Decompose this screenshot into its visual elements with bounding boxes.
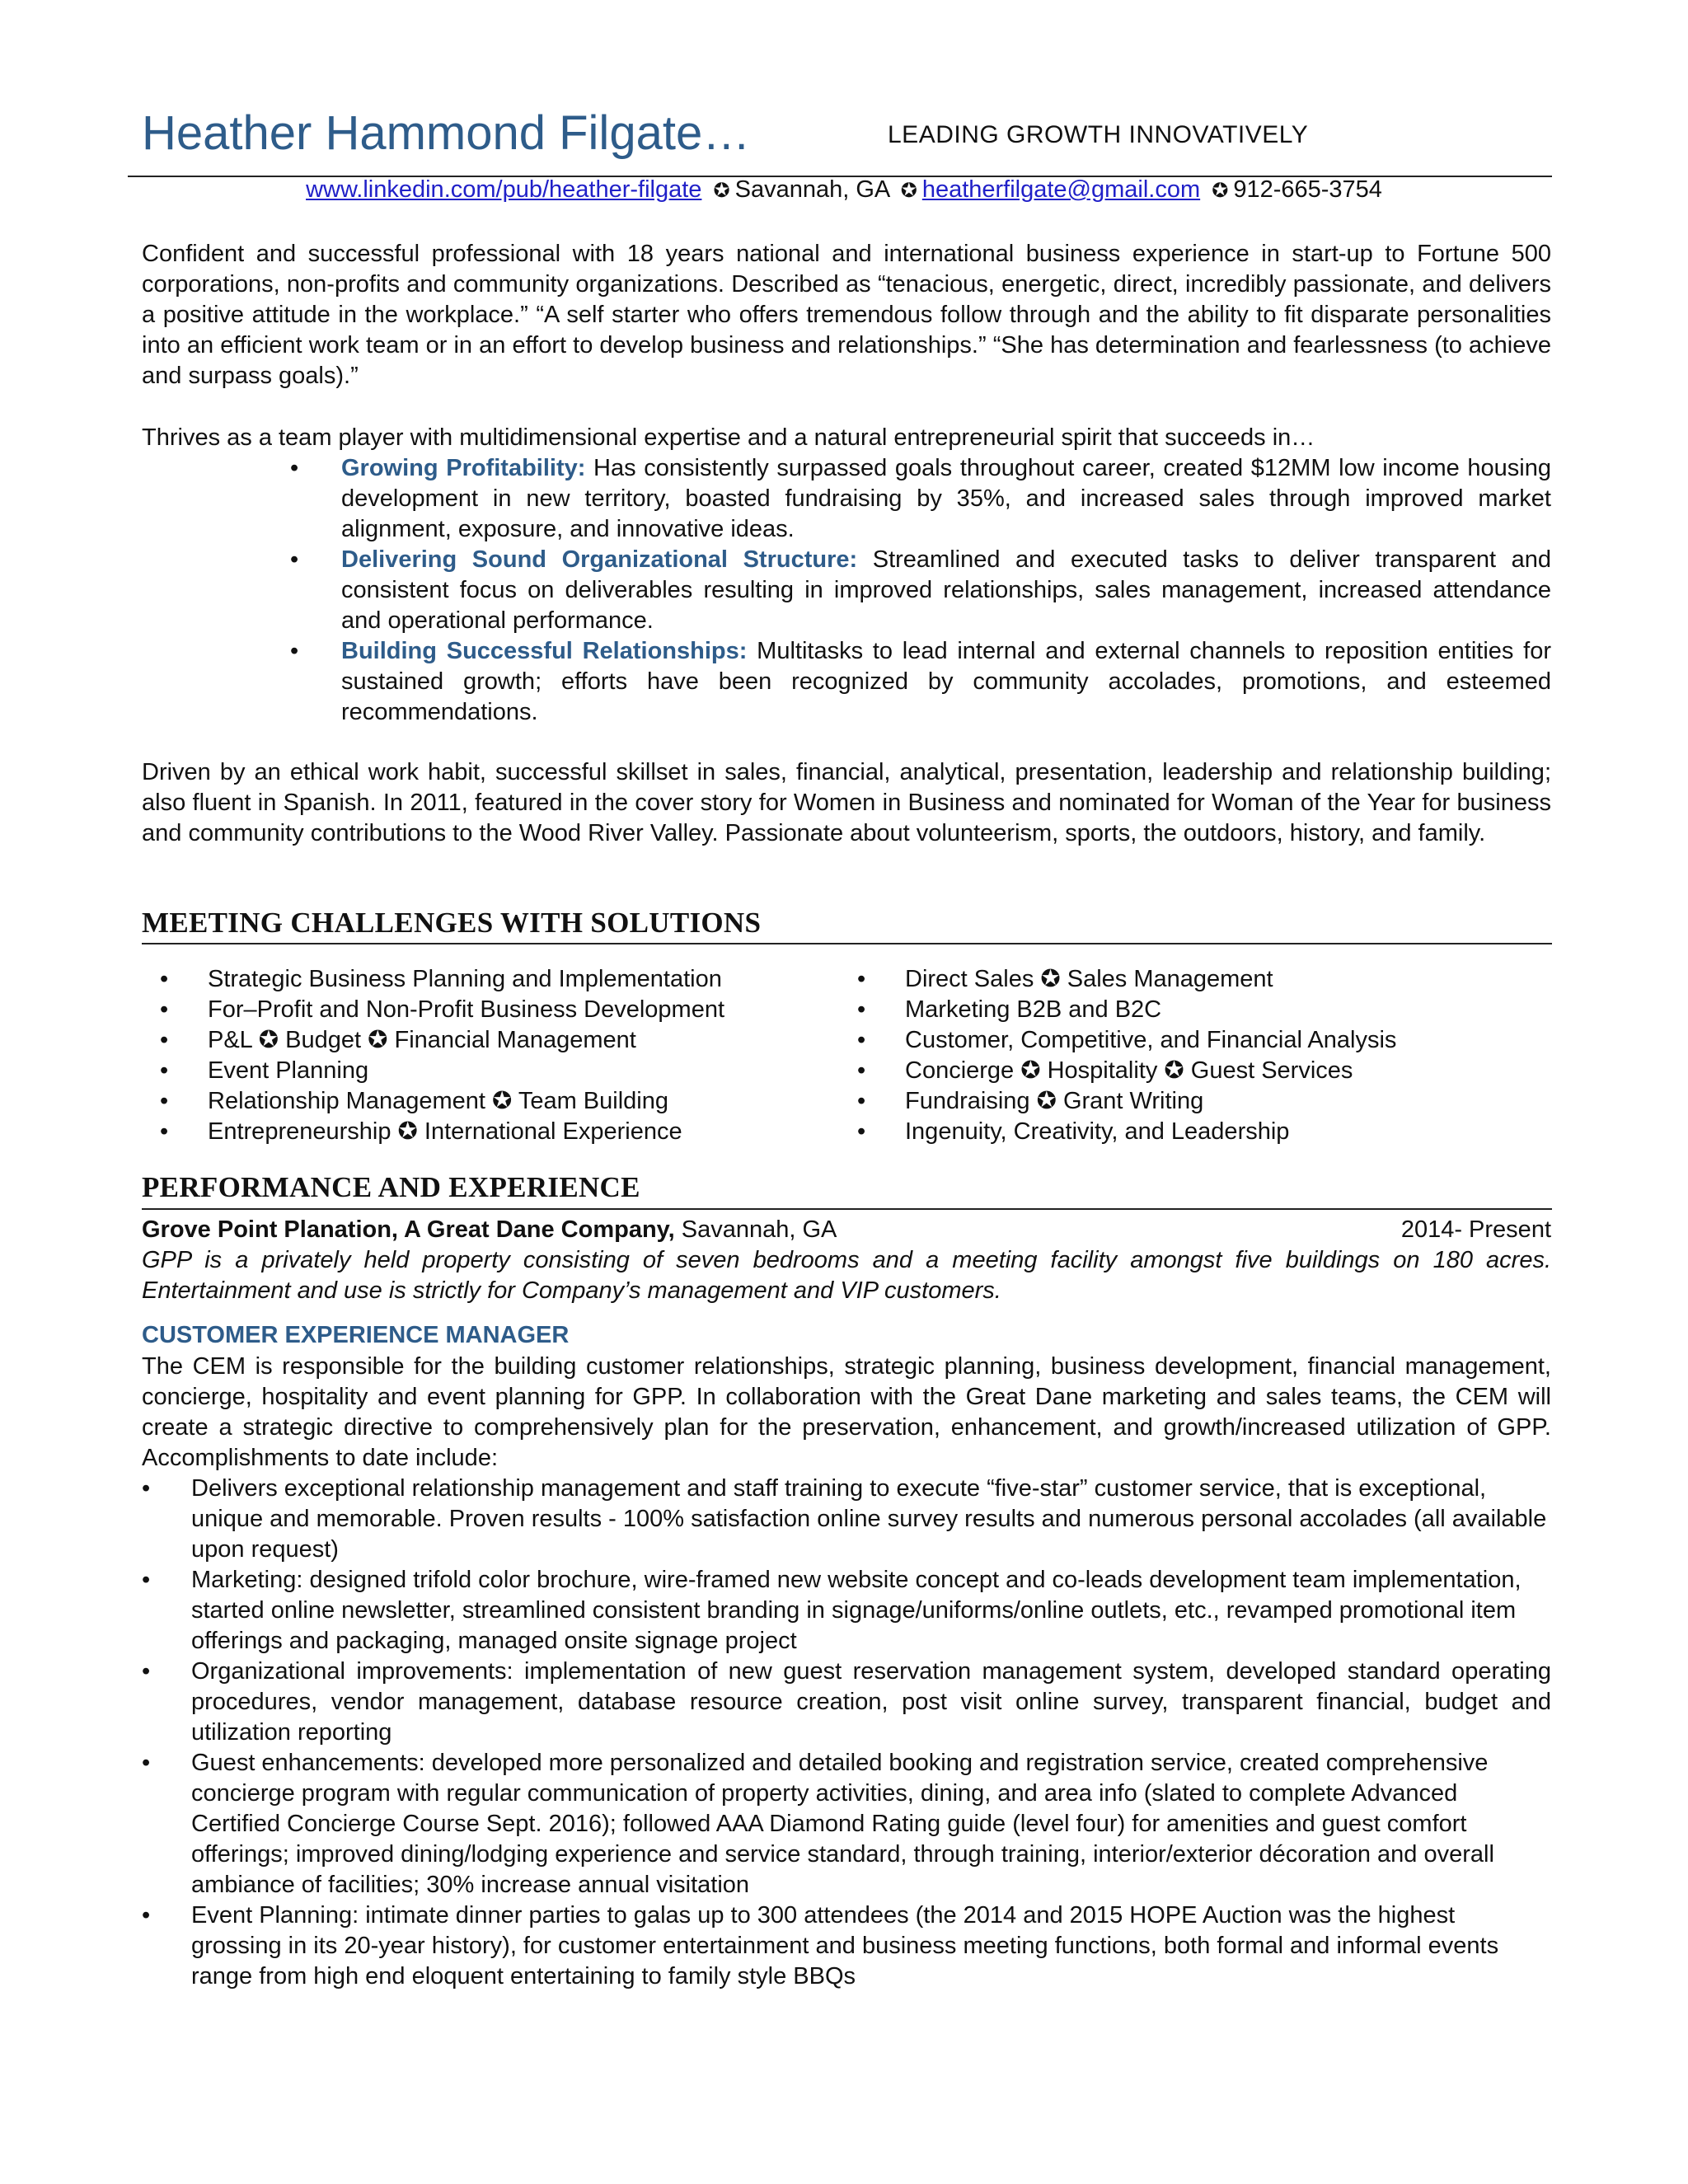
bullet-icon: • bbox=[857, 1057, 866, 1084]
bullet-icon: • bbox=[857, 1088, 866, 1114]
skills-divider bbox=[142, 943, 1552, 944]
accomplishment-item: • Marketing: designed trifold color brochure, wire-framed new website concept and co-leads development team implementation, started online newsletter, streamlined consistent branding in signage/uniforms/online outlets, etc., revamped promotional item offerings and packaging, managed onsite signage project bbox=[142, 1567, 1522, 1654]
skill-item: • Direct Sales ✪ Sales Management bbox=[839, 964, 1396, 995]
accomplishment-item: • Event Planning: intimate dinner parties to galas up to 300 attendees (the 2014 and 2015 HOPE Auction was the highest grossing in its 20-year history), for customer entertainment and business meeting functions, both formal and informal events range from high end eloquent entertaining to family style BBQs bbox=[142, 1902, 1499, 1990]
skill-item: • Event Planning bbox=[142, 1056, 724, 1086]
strength-title: Delivering Sound Organizational Structure: bbox=[341, 546, 858, 573]
strength-item bbox=[142, 453, 1551, 545]
skill-item: • Relationship Management ✪ Team Building bbox=[142, 1086, 724, 1117]
strengths-intro: Thrives as a team player with multidimensional expertise and a natural entrepreneurial spirit that succeeds in… bbox=[142, 424, 1315, 451]
separator-icon: ✪ bbox=[900, 180, 917, 202]
bullet-icon: • bbox=[160, 996, 169, 1023]
separator-icon: ✪ bbox=[1212, 180, 1229, 202]
bullet-icon: • bbox=[857, 1118, 866, 1145]
strengths-list bbox=[142, 453, 1551, 728]
strength-item bbox=[142, 636, 1551, 728]
bullet-icon: • bbox=[142, 1567, 151, 1593]
linkedin-link[interactable]: www.linkedin.com/pub/heather-filgate bbox=[306, 176, 702, 203]
bullet-icon: • bbox=[160, 1118, 169, 1145]
accomplishments-list bbox=[142, 1474, 1551, 1992]
bullet-icon: • bbox=[142, 1475, 151, 1502]
accomplishment-item: • Delivers exceptional relationship management and staff training to execute “five-star” customer service, that is exceptional, unique and memorable. Proven results - 100% satisfaction online survey results and numerous personal accolades (all available upon request) bbox=[142, 1475, 1547, 1563]
skill-item: • Concierge ✪ Hospitality ✪ Guest Services bbox=[839, 1056, 1396, 1086]
resume-header bbox=[142, 101, 1543, 175]
summary-paragraph: Confident and successful professional with 18 years national and international business experience in start-up to Fortune 500 corporations, non-profits and community organizations. Described as “tenacious, energetic, direct, incredibly passionate, and delivers a positive attitude in the workplace.” “A self starter who offers tremendous follow through and the ability to fit disparate personalities into an efficient work team or in an effort to develop business and relationships.” “She has determination and fearlessness (to achieve and surpass goals).” bbox=[142, 241, 1551, 389]
job-header bbox=[142, 1215, 1551, 1245]
accomplishment-item: • Organizational improvements: implementation of new guest reservation management system, developed standard operating procedures, vendor management, database resource creation, post visit online survey, transparent financial, budget and utilization reporting bbox=[142, 1658, 1551, 1746]
strength-title: Building Successful Relationships: bbox=[341, 638, 748, 664]
profile-paragraph: Driven by an ethical work habit, successful skillset in sales, financial, analytical, presentation, leadership and relationship building; also fluent in Spanish. In 2011, featured in the cover story for Women in Business and nominated for Woman of the Year for business and community contributions to the Wood River Valley. Passionate about volunteerism, sports, the outdoors, history, and family. bbox=[142, 759, 1551, 846]
job-title: CUSTOMER EXPERIENCE MANAGER bbox=[142, 1322, 570, 1348]
bullet-icon: • bbox=[290, 546, 299, 573]
bullet-icon: • bbox=[160, 1057, 169, 1084]
skill-item: • Fundraising ✪ Grant Writing bbox=[839, 1086, 1396, 1117]
email-link[interactable]: heatherfilgate@gmail.com bbox=[921, 176, 1201, 203]
bullet-icon: • bbox=[857, 996, 866, 1023]
company-description: GPP is a privately held property consisting of seven bedrooms and a meeting facility amongst five buildings on 180 acres. Entertainment and use is strictly for Company’s management and VIP customers. bbox=[142, 1247, 1551, 1304]
skills-right-column bbox=[839, 964, 1396, 1147]
strength-title: Growing Profitability: bbox=[341, 455, 586, 481]
skill-item: • Ingenuity, Creativity, and Leadership bbox=[839, 1117, 1396, 1147]
skill-item: • P&L ✪ Budget ✪ Financial Management bbox=[142, 1025, 724, 1056]
strength-text: Streamlined and executed tasks to deliver transparent and consistent focus on deliverables resulting in improved relationships, sales management, increased attendance and operational performance. bbox=[341, 546, 1551, 634]
company-name: Grove Point Planation, A Great Dane Company, bbox=[142, 1216, 675, 1243]
skills-heading: MEETING CHALLENGES WITH SOLUTIONS bbox=[142, 907, 762, 939]
skill-item: • Entrepreneurship ✪ International Experience bbox=[142, 1117, 724, 1147]
bullet-icon: • bbox=[290, 455, 299, 481]
tagline: LEADING GROWTH INNOVATIVELY bbox=[888, 121, 1309, 148]
bullet-icon: • bbox=[160, 1088, 169, 1114]
phone: 912-665-3754 bbox=[1233, 176, 1382, 203]
experience-divider bbox=[142, 1208, 1552, 1210]
skill-item: • For–Profit and Non-Profit Business Development bbox=[142, 995, 724, 1025]
bullet-icon: • bbox=[290, 638, 299, 664]
skills-left-column bbox=[142, 964, 724, 1147]
skill-item: • Strategic Business Planning and Implementation bbox=[142, 964, 724, 995]
role-summary: The CEM is responsible for the building customer relationships, strategic planning, business development, financial management, concierge, hospitality and event planning for GPP. In collaboration with the Great Dane marketing and sales teams, the CEM will create a strategic directive to comprehensively plan for the preservation, enhancement, and growth/increased utilization of GPP. Accomplishments to date include: bbox=[142, 1353, 1551, 1471]
experience-heading: PERFORMANCE AND EXPERIENCE bbox=[142, 1171, 640, 1203]
job-location: Savannah, GA bbox=[674, 1216, 837, 1243]
strength-text: Has consistently surpassed goals throughout career, created $12MM low income housing development in new territory, boasted fundraising by 35%, and increased sales through improved market alignment, exposure, and innovative ideas. bbox=[341, 455, 1551, 542]
separator-icon: ✪ bbox=[713, 180, 730, 202]
contact-line bbox=[0, 173, 1688, 208]
strength-text: Multitasks to lead internal and external channels to reposition entities for sustained growth; efforts have been recognized by community accolades, promotions, and esteemed recommendations. bbox=[341, 638, 1552, 725]
location: Savannah, GA bbox=[734, 176, 889, 203]
skill-item: • Marketing B2B and B2C bbox=[839, 995, 1396, 1025]
bullet-icon: • bbox=[142, 1902, 151, 1929]
bullet-icon: • bbox=[857, 1027, 866, 1053]
job-dates: 2014- Present bbox=[1400, 1216, 1551, 1243]
bullet-icon: • bbox=[160, 1027, 169, 1053]
bullet-icon: • bbox=[160, 966, 169, 992]
candidate-name: Heather Hammond Filgate… bbox=[142, 106, 751, 160]
strength-item bbox=[142, 545, 1551, 636]
bullet-icon: • bbox=[142, 1658, 151, 1685]
skill-item: • Customer, Competitive, and Financial Analysis bbox=[839, 1025, 1396, 1056]
bullet-icon: • bbox=[142, 1750, 151, 1776]
bullet-icon: • bbox=[857, 966, 866, 992]
accomplishment-item: • Guest enhancements: developed more personalized and detailed booking and registration service, created comprehensive concierge program with regular communication of property activities, dining, and area info (slated to complete Advanced Certified Concierge Course Sept. 2016); followed AAA Diamond Rating guide (level four) for amenities and guest comfort offerings; improved dining/lodging experience and service standard, through training, interior/exterior décoration and overall ambiance of facilities; 30% increase annual visitation bbox=[142, 1750, 1494, 1898]
